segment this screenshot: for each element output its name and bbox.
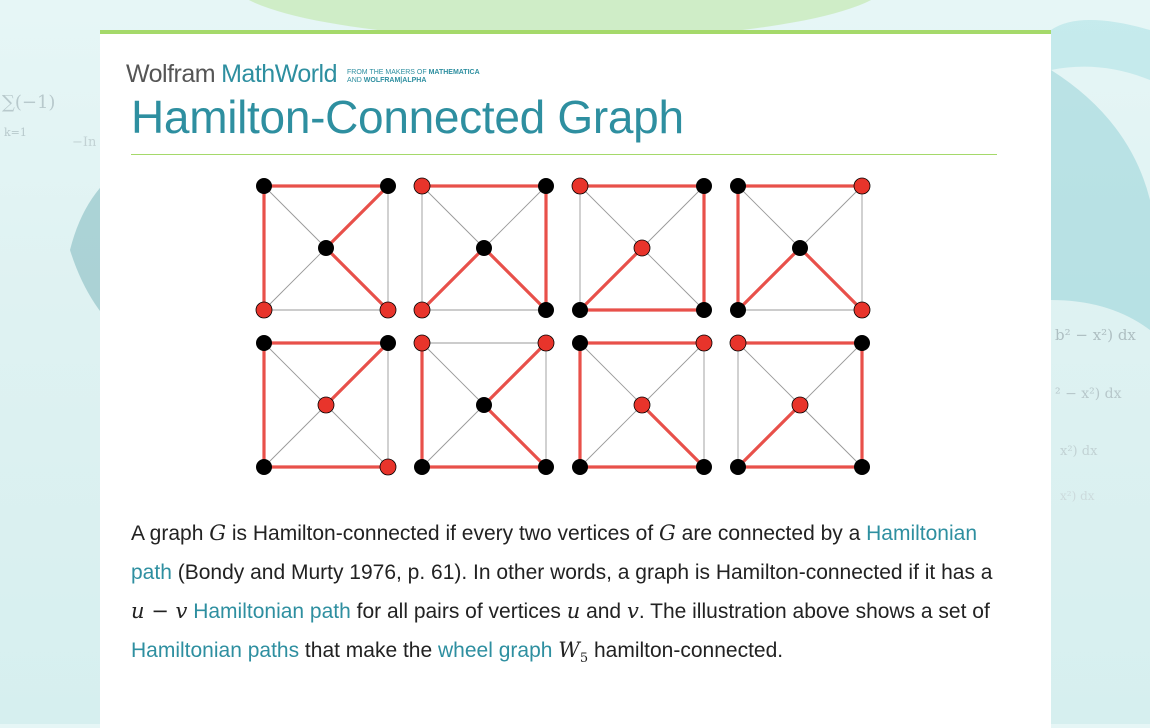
svg-text:−In: −In: [72, 135, 97, 150]
link-hamiltonian-paths[interactable]: Hamiltonian paths: [131, 639, 300, 662]
link-hamiltonian-path-2[interactable]: Hamiltonian path: [193, 600, 351, 623]
endpoint-vertex: [854, 302, 870, 318]
graph-vertex: [380, 178, 396, 194]
graph-vertex: [730, 178, 746, 194]
graph-vertex: [538, 178, 554, 194]
graph-edge: [642, 343, 704, 405]
graph-vertex: [318, 240, 334, 256]
body-text-segment: . The illustration above shows a set of: [638, 600, 990, 623]
graph-vertex: [854, 335, 870, 351]
wheel-graph-panel: [572, 178, 712, 318]
math-var-u: u: [131, 599, 145, 623]
tagline-line2: AND: [347, 77, 364, 84]
svg-text:k=1: k=1: [4, 126, 27, 139]
graph-vertex: [476, 397, 492, 413]
svg-text:x²) dx: x²) dx: [1060, 444, 1098, 459]
wheel-graph-panel: [256, 178, 396, 318]
page-title: Hamilton-Connected Graph: [131, 91, 684, 143]
body-text-segment: (Bondy and Murty 1976, p. 61). In other words, a graph is Hamilton-connected if it has a: [171, 561, 993, 584]
math-var-v: v: [626, 599, 639, 623]
endpoint-vertex: [572, 178, 588, 194]
tagline-line1: FROM THE MAKERS OF: [347, 69, 429, 76]
body-text-segment: that make the: [299, 639, 439, 662]
math-var-W: W: [558, 638, 580, 662]
wheel-graph-panel: [414, 178, 554, 318]
body-text-segment: for all pairs of vertices: [350, 600, 567, 623]
graph-edge: [580, 343, 642, 405]
graph-edge: [422, 186, 484, 248]
graph-vertex: [696, 302, 712, 318]
wheel-graph-panel: [572, 335, 712, 475]
svg-text:b² − x²) dx: b² − x²) dx: [1055, 326, 1136, 344]
graph-vertex: [792, 240, 808, 256]
math-var-v: v: [175, 599, 188, 623]
graph-edge: [264, 186, 326, 248]
graph-vertex: [256, 459, 272, 475]
wheel-graph-panel: [414, 335, 554, 475]
math-subscript-5: 5: [579, 651, 589, 667]
content-card: [100, 30, 1051, 728]
math-var-G: G: [209, 521, 227, 545]
body-text-segment: hamilton-connected.: [588, 639, 784, 662]
endpoint-vertex: [792, 397, 808, 413]
graph-edge: [800, 405, 862, 467]
graph-edge: [738, 343, 800, 405]
endpoint-vertex: [634, 397, 650, 413]
svg-text:x²) dx: x²) dx: [1060, 489, 1095, 503]
graph-vertex: [730, 302, 746, 318]
endpoint-vertex: [380, 302, 396, 318]
graph-vertex: [538, 302, 554, 318]
endpoint-vertex: [414, 335, 430, 351]
graph-vertex: [380, 335, 396, 351]
tagline-mathematica: MATHEMATICA: [428, 69, 480, 76]
math-var-u: u: [566, 599, 581, 623]
endpoint-vertex: [414, 302, 430, 318]
tagline-wolfram-alpha: WOLFRAM|ALPHA: [363, 77, 427, 84]
wheel-graph-panel: [730, 178, 870, 318]
graph-edge: [580, 405, 642, 467]
math-var-G: G: [659, 521, 676, 545]
graph-vertex: [696, 459, 712, 475]
graph-vertex: [696, 178, 712, 194]
graph-edge: [326, 405, 388, 467]
endpoint-vertex: [538, 335, 554, 351]
svg-text:² − x²) dx: ² − x²) dx: [1055, 386, 1122, 402]
graph-vertex: [256, 335, 272, 351]
graph-edge: [738, 186, 800, 248]
wheel-graph-figure: [100, 34, 1051, 504]
graph-edge: [264, 405, 326, 467]
link-wheel-graph[interactable]: wheel graph: [438, 639, 553, 662]
graph-vertex: [572, 302, 588, 318]
endpoint-vertex: [854, 178, 870, 194]
endpoint-vertex: [318, 397, 334, 413]
graph-edge: [422, 405, 484, 467]
graph-vertex: [476, 240, 492, 256]
graph-vertex: [730, 459, 746, 475]
article-body: [131, 514, 1011, 678]
endpoint-vertex: [634, 240, 650, 256]
graph-vertex: [414, 459, 430, 475]
graph-vertex: [572, 335, 588, 351]
body-text-segment: is Hamilton-connected if every two vertices of: [226, 522, 660, 545]
endpoint-vertex: [380, 459, 396, 475]
graph-edge: [264, 248, 326, 310]
graph-edge: [264, 343, 326, 405]
graph-edge: [484, 186, 546, 248]
logo-wolfram-text: Wolfram: [126, 60, 216, 88]
endpoint-vertex: [256, 302, 272, 318]
endpoint-vertex: [730, 335, 746, 351]
math-minus: −: [144, 599, 176, 623]
graph-edge: [800, 186, 862, 248]
svg-text:∑(−1): ∑(−1): [2, 92, 56, 113]
endpoint-vertex: [414, 178, 430, 194]
link-hamiltonian-path[interactable]: Hamiltonian path: [131, 522, 977, 584]
graph-vertex: [854, 459, 870, 475]
graph-edge: [800, 343, 862, 405]
graph-vertex: [256, 178, 272, 194]
wheel-graph-panel: [730, 335, 870, 475]
endpoint-vertex: [696, 335, 712, 351]
body-text-segment: A graph: [131, 522, 210, 545]
body-text-segment: and: [580, 600, 627, 623]
graph-edge: [580, 186, 642, 248]
graph-edge: [642, 186, 704, 248]
wheel-graph-panel: [256, 335, 396, 475]
graph-vertex: [538, 459, 554, 475]
body-text-segment: are connected by a: [675, 522, 867, 545]
graph-edge: [422, 343, 484, 405]
graph-edge: [642, 248, 704, 310]
logo-mathworld-text: MathWorld: [221, 60, 338, 88]
graph-vertex: [572, 459, 588, 475]
